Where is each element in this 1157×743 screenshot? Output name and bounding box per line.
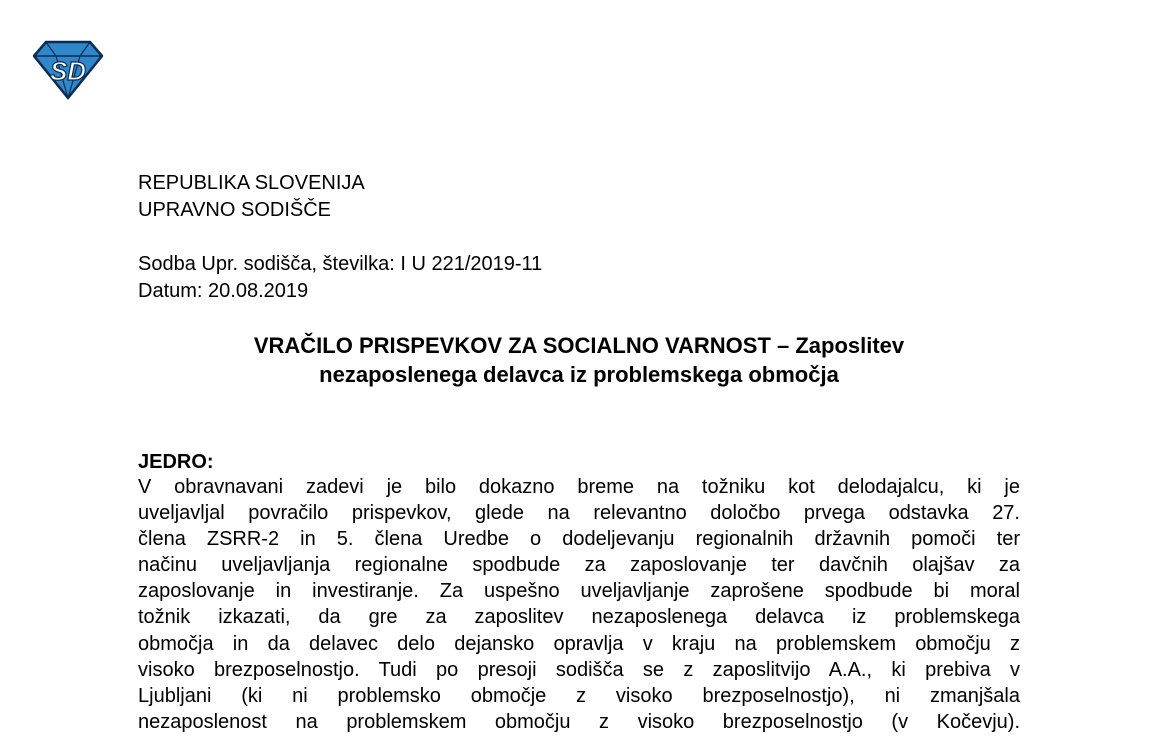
court-header [138, 170, 365, 224]
paragraph-line: nezaposlenost na problemskem območju z visoko brezposelnostjo (v Kočevju). [138, 710, 1020, 733]
paragraph-line: zaposlovanje in investiranje. Za uspešno uveljavljanje zaprošene spodbude bi moral [138, 580, 1020, 603]
logo-text: SD [49, 56, 87, 86]
paragraph-line: načinu uveljavljanja regionalne spodbude za zaposlovanje ter davčnih olajšav za [138, 554, 1020, 577]
header-court: UPRAVNO SODIŠČE [138, 199, 331, 221]
paragraph-line: V obravnavani zadevi je bilo dokazno breme na tožniku kot delodajalcu, ki je [138, 476, 1020, 498]
case-date: Datum: 20.08.2019 [138, 280, 309, 302]
case-number: Sodba Upr. sodišča, številka: I U 221/2019-11 [138, 253, 543, 275]
header-republic: REPUBLIKA SLOVENIJA [138, 172, 365, 194]
document-title [138, 331, 1020, 389]
case-meta [138, 251, 542, 305]
title-line-2: nezaposlenega delavca iz problemskega območja [319, 362, 839, 387]
jedro-paragraph [138, 474, 1020, 735]
paragraph-line: visoko brezposelnostjo. Tudi po presoji sodišča se z zaposlitvijo A.A., ki prebiva v [138, 658, 1020, 681]
paragraph-line: Ljubljani (ki ni problemsko območje z visoko brezposelnostjo), ni zmanjšala [138, 684, 1020, 707]
paragraph-line: uveljavljal povračilo prispevkov, glede na relevantno določbo prvega odstavka 27. [138, 502, 1020, 525]
paragraph-line: tožnik izkazati, da gre za zaposlitev nezaposlenega delavca iz problemskega [138, 606, 1020, 629]
paragraph-line: člena ZSRR-2 in 5. člena Uredbe o dodeljevanju regionalnih državnih pomoči ter [138, 528, 1020, 551]
sd-diamond-logo-icon [32, 40, 104, 100]
jedro-heading: JEDRO: [138, 451, 214, 473]
paragraph-line: območja in da delavec delo dejansko opravlja v kraju na problemskem območju z [138, 632, 1020, 655]
title-line-1: VRAČILO PRISPEVKOV ZA SOCIALNO VARNOST – Zaposlitev [253, 333, 905, 358]
